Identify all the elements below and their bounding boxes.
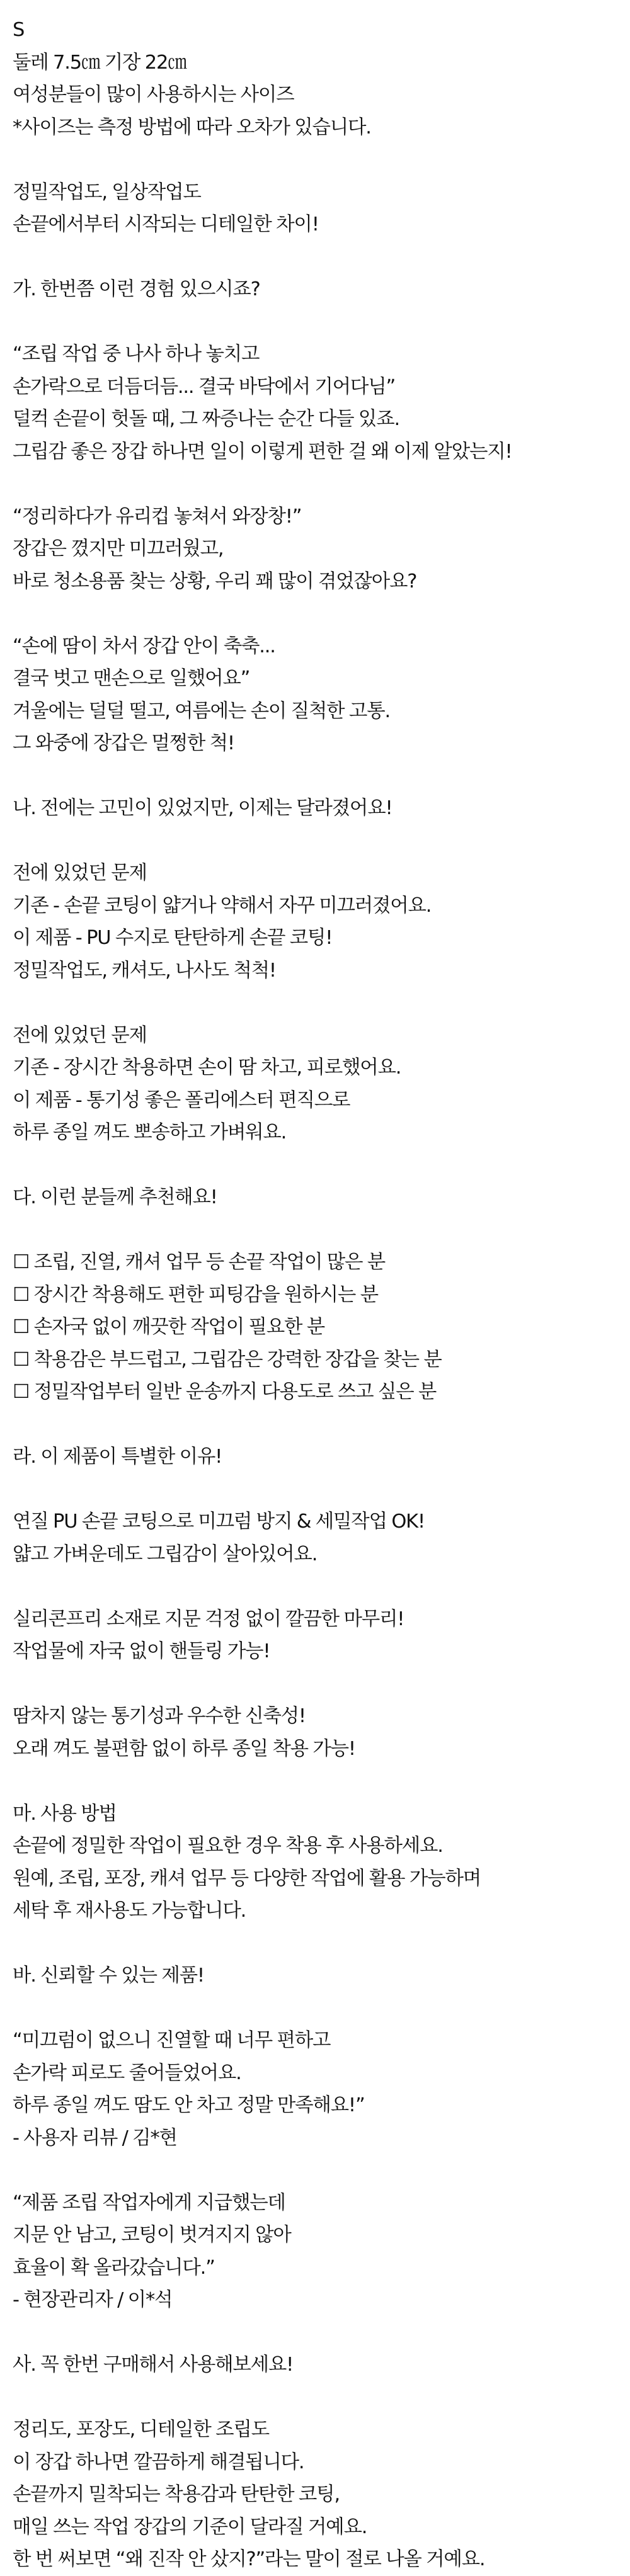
text-line: ☐ 조립, 진열, 캐셔 업무 등 손끝 작업이 많은 분 [13, 1251, 386, 1273]
text-line: “제품 조립 작업자에게 지급했는데 [13, 2191, 285, 2214]
text-line: 이 제품 - 통기성 좋은 폴리에스터 편직으로 [13, 1089, 350, 1111]
text-line: “조립 작업 중 나사 하나 놓치고 [13, 343, 260, 365]
blank-line [13, 598, 617, 630]
text-line: 정밀작업도, 캐셔도, 나사도 척척! [13, 959, 276, 982]
text-line: 덜컥 손끝이 헛돌 때, 그 짜증나는 순간 다들 있죠. [13, 408, 399, 430]
text-line: 손끝에 정밀한 작업이 필요한 경우 착용 후 사용하세요. [13, 1835, 443, 1857]
blank-line [13, 2317, 617, 2349]
text-line: 하루 종일 껴도 뽀송하고 가벼워요. [13, 1121, 287, 1143]
text-line: 정밀작업도, 일상작업도 [13, 181, 201, 203]
blank-line [13, 1214, 617, 1247]
blank-line [13, 2381, 617, 2414]
blank-line [13, 468, 617, 501]
blank-line [13, 241, 617, 274]
text-line: 기존 - 손끝 코팅이 얇거나 약해서 자꾸 미끄러졌어요. [13, 894, 432, 917]
text-line: 땀차지 않는 통기성과 우수한 신축성! [13, 1705, 306, 1727]
text-line: 손가락 피로도 줄어들었어요. [13, 2062, 241, 2084]
text-line: 둘레 7.5㎝ 기장 22㎝ [13, 51, 186, 74]
text-line: 실리콘프리 소재로 지문 걱정 없이 깔끔한 마무리! [13, 1608, 404, 1630]
text-line: 오래 껴도 불편함 없이 하루 종일 착용 가능! [13, 1737, 355, 1760]
text-line: 원예, 조립, 포장, 캐셔 업무 등 다양한 작업에 활용 가능하며 [13, 1867, 481, 1890]
text-line: 연질 PU 손끝 코팅으로 미끄럼 방지 & 세밀작업 OK! [13, 1511, 425, 1533]
product-description [13, 14, 617, 2576]
text-line: 손끝까지 밀착되는 착용감과 탄탄한 코팅, [13, 2483, 340, 2505]
text-line: 작업물에 자국 없이 핸들링 가능! [13, 1640, 270, 1662]
text-line: 가. 한번쯤 이런 경험 있으시죠? [13, 278, 260, 300]
blank-line [13, 987, 617, 1019]
text-line: 손가락으로 더듬더듬... 결국 바닥에서 기어다님” [13, 375, 396, 398]
text-line: 전에 있었던 문제 [13, 1024, 147, 1047]
text-line: 이 제품 - PU 수지로 탄탄하게 손끝 코팅! [13, 927, 333, 949]
blank-line [13, 1927, 617, 1960]
text-line: 매일 쓰는 작업 장갑의 기준이 달라질 거예요. [13, 2516, 367, 2538]
blank-line [13, 825, 617, 858]
blank-line [13, 1149, 617, 1182]
text-line: 세탁 후 재사용도 가능합니다. [13, 1900, 246, 1922]
blank-line [13, 1473, 617, 1506]
text-line: S [13, 19, 25, 41]
text-line: 전에 있었던 문제 [13, 862, 147, 884]
text-line: 그 와중에 장갑은 멀쩡한 척! [13, 732, 234, 754]
text-line: 사. 꼭 한번 구매해서 사용해보세요! [13, 2354, 294, 2376]
text-line: 바. 신뢰할 수 있는 제품! [13, 1965, 204, 1987]
text-line: 여성분들이 많이 사용하시는 사이즈 [13, 84, 294, 106]
text-line: “정리하다가 유리컵 놓쳐서 와장창!” [13, 505, 302, 528]
text-line: ☐ 착용감은 부드럽고, 그립감은 강력한 장갑을 찾는 분 [13, 1348, 442, 1371]
text-line: 한 번 써보면 “왜 진작 안 샀지?”라는 말이 절로 나올 거예요. [13, 2548, 485, 2570]
text-line: 결국 벗고 맨손으로 일했어요” [13, 667, 250, 689]
blank-line [13, 1765, 617, 1798]
text-line: 손끝에서부터 시작되는 디테일한 차이! [13, 213, 319, 235]
text-line: 하루 종일 껴도 땀도 안 차고 정말 만족해요!” [13, 2094, 365, 2116]
text-line: 이 장갑 하나면 깔끔하게 해결됩니다. [13, 2451, 304, 2473]
blank-line [13, 1992, 617, 2025]
blank-line [13, 1668, 617, 1701]
blank-line [13, 306, 617, 339]
text-line: 정리도, 포장도, 디테일한 조립도 [13, 2419, 269, 2441]
text-line: 장갑은 꼈지만 미끄러웠고, [13, 538, 224, 560]
text-line: 다. 이런 분들께 추천해요! [13, 1186, 217, 1208]
text-line: 그립감 좋은 장갑 하나면 일이 이렇게 편한 걸 왜 이제 알았는지! [13, 440, 512, 463]
text-line: “손에 땀이 차서 장갑 안이 축축... [13, 635, 275, 657]
text-line: “미끄럼이 없으니 진열할 때 너무 편하고 [13, 2029, 331, 2051]
blank-line [13, 1570, 617, 1603]
text-line: 얇고 가벼운데도 그립감이 살아있어요. [13, 1543, 318, 1565]
text-line: - 사용자 리뷰 / 김*현 [13, 2126, 177, 2149]
text-line: ☐ 정밀작업부터 일반 운송까지 다용도로 쓰고 싶은 분 [13, 1381, 437, 1403]
text-line: 바로 청소용품 찾는 상황, 우리 꽤 많이 겪었잖아요? [13, 570, 417, 593]
text-line: 마. 사용 방법 [13, 1802, 117, 1825]
blank-line [13, 1409, 617, 1441]
text-line: *사이즈는 측정 방법에 따라 오차가 있습니다. [13, 116, 371, 139]
text-line: 라. 이 제품이 특별한 이유! [13, 1446, 222, 1468]
text-line: 겨울에는 덜덜 떨고, 여름에는 손이 질척한 고통. [13, 700, 390, 722]
text-line: ☐ 손자국 없이 깨끗한 작업이 필요한 분 [13, 1316, 325, 1338]
text-line: - 현장관리자 / 이*석 [13, 2289, 173, 2311]
text-line: 효율이 확 올라갔습니다.” [13, 2256, 215, 2279]
blank-line [13, 144, 617, 176]
blank-line [13, 760, 617, 793]
text-line: 나. 전에는 고민이 있었지만, 이제는 달라졌어요! [13, 797, 392, 819]
text-line: ☐ 장시간 착용해도 편한 피팅감을 원하시는 분 [13, 1283, 378, 1306]
text-line: 지문 안 남고, 코팅이 벗겨지지 않아 [13, 2224, 291, 2246]
blank-line [13, 2154, 617, 2187]
text-line: 기존 - 장시간 착용하면 손이 땀 차고, 피로했어요. [13, 1057, 401, 1079]
